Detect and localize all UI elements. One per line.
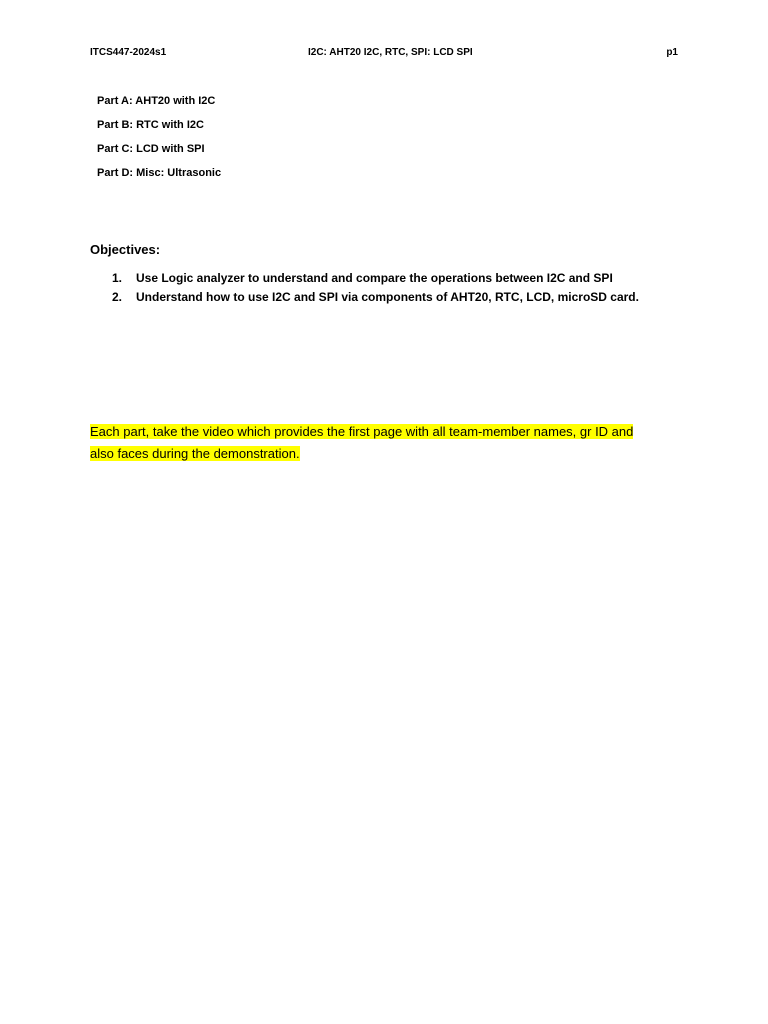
course-code: ITCS447-2024s1 bbox=[90, 47, 167, 58]
highlighted-note bbox=[90, 421, 690, 465]
part-d: Part D: Misc: Ultrasonic bbox=[97, 167, 222, 179]
note-line-1: Each part, take the video which provides the first page with all team-member names, gr ID and bbox=[90, 424, 634, 439]
page-number: p1 bbox=[666, 47, 678, 58]
objective-text: Understand how to use I2C and SPI via components of AHT20, RTC, LCD, microSD card. bbox=[136, 290, 639, 304]
document-title: I2C: AHT20 I2C, RTC, SPI: LCD SPI bbox=[308, 47, 473, 58]
objectives-heading: Objectives: bbox=[90, 242, 161, 257]
page-header bbox=[90, 47, 678, 61]
objective-number: 1. bbox=[112, 271, 123, 285]
objectives-list bbox=[90, 271, 690, 309]
part-c: Part C: LCD with SPI bbox=[97, 143, 205, 155]
objective-number: 2. bbox=[112, 290, 123, 304]
part-b: Part B: RTC with I2C bbox=[97, 119, 204, 131]
objective-item bbox=[90, 290, 690, 309]
objective-item bbox=[90, 271, 690, 290]
part-a: Part A: AHT20 with I2C bbox=[97, 95, 216, 107]
note-line-2: also faces during the demonstration. bbox=[90, 446, 300, 461]
objective-text: Use Logic analyzer to understand and compare the operations between I2C and SPI bbox=[136, 271, 613, 285]
parts-list bbox=[97, 94, 221, 190]
